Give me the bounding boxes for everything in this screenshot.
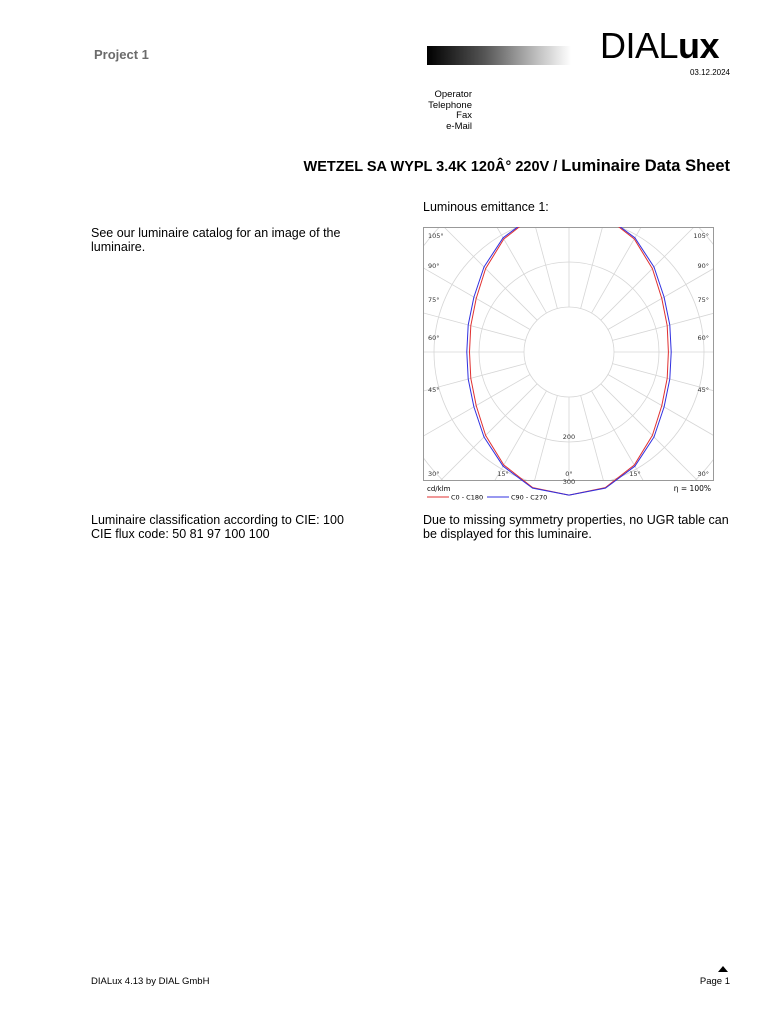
luminaire-name: WETZEL SA WYPL 3.4K 120Â° 220V /: [303, 159, 562, 175]
angle-label-left: 75°: [428, 296, 440, 304]
header-gradient-bar: [427, 46, 571, 65]
angle-label-bottom: 0°: [565, 470, 573, 478]
efficiency-label: η = 100%: [673, 484, 711, 493]
angle-label-right: 45°: [697, 386, 709, 394]
angle-label-left: 30°: [428, 470, 440, 478]
dialux-logo: [600, 25, 720, 66]
contact-operator: Operator: [434, 89, 472, 100]
angle-label-left: 60°: [428, 334, 440, 342]
angle-label-left: 45°: [428, 386, 440, 394]
angle-label-left: 90°: [428, 262, 440, 270]
unit-label: cd/klm: [427, 485, 451, 493]
emittance-label: Luminous emittance 1:: [423, 200, 549, 214]
cie-flux-code: CIE flux code: 50 81 97 100 100: [91, 527, 270, 541]
radial-label: 200: [562, 433, 576, 441]
page-number: Page 1: [699, 976, 730, 987]
angle-label-left: 105°: [428, 232, 444, 240]
legend-label-c0: C0 - C180: [451, 493, 484, 502]
logo-bold-text: ux: [678, 25, 720, 66]
contact-block: [428, 90, 472, 132]
cie-classification: [91, 513, 344, 541]
polar-chart-svg: [423, 227, 719, 503]
angle-label-right: 30°: [697, 470, 709, 478]
contact-email: e-Mail: [446, 120, 472, 132]
angle-label-bottom: 15°: [629, 470, 641, 478]
cie-class-line: Luminaire classification according to CIE: 100: [91, 513, 344, 527]
report-date: 03.12.2024: [689, 68, 730, 77]
contact-telephone: Telephone: [428, 99, 472, 111]
angle-label-right: 90°: [697, 262, 709, 270]
radial-label: 300: [562, 478, 576, 486]
project-name: Project 1: [94, 47, 149, 62]
angle-label-right: 75°: [697, 296, 709, 304]
angle-label-right: 105°: [693, 232, 709, 240]
angle-label-right: 60°: [697, 334, 709, 342]
angle-label-bottom: 15°: [497, 470, 509, 478]
footer-software: DIALux 4.13 by DIAL GmbH: [91, 976, 210, 987]
contact-fax: Fax: [456, 110, 472, 121]
up-arrow-icon[interactable]: [718, 966, 728, 972]
polar-chart: [423, 227, 719, 503]
logo-light-text: DIAL: [600, 25, 679, 66]
catalog-note: See our luminaire catalog for an image of the luminaire.: [91, 226, 341, 254]
page-title: [304, 157, 730, 176]
sheet-title: Luminaire Data Sheet: [561, 157, 730, 175]
ugr-note: Due to missing symmetry properties, no UGR table can be displayed for this luminaire.: [423, 513, 729, 541]
legend-label-c90: C90 - C270: [511, 493, 548, 502]
